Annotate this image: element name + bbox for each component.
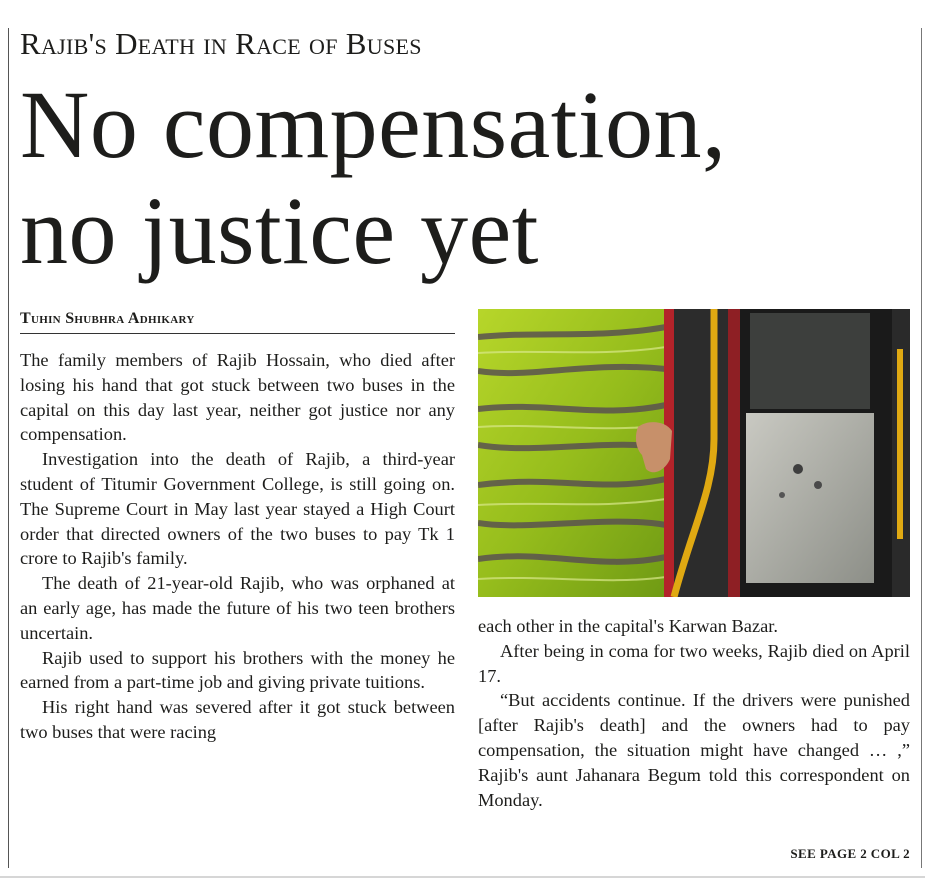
right-column-rule bbox=[921, 28, 922, 868]
headline-line-1: No compensation, bbox=[20, 71, 727, 178]
paragraph-4: Rajib used to support his brothers with the money he earned from a part-time job and giving private tuitions. bbox=[20, 647, 455, 693]
continuation-link[interactable]: SEE PAGE 2 COL 2 bbox=[790, 846, 910, 861]
paragraph-7: After being in coma for two weeks, Rajib died on April 17. bbox=[478, 640, 910, 686]
paragraph-3: The death of 21-year-old Rajib, who was orphaned at an early age, has made the future of his two teen brothers uncertain. bbox=[20, 573, 455, 643]
paragraph-6: each other in the capital's Karwan Bazar. bbox=[478, 616, 778, 636]
headline-line-2: no justice yet bbox=[20, 177, 539, 284]
paragraph-2: Investigation into the death of Rajib, a third-year student of Titumir Government College, is still going on. The Supreme Court in May last year stayed a High Court order that directed owners of the two buses to pay Tk 1 crore to Rajib's family. bbox=[20, 449, 455, 569]
headline bbox=[20, 72, 915, 284]
bottom-rule bbox=[0, 876, 925, 878]
article-column-1 bbox=[20, 348, 455, 745]
bus-photo-illustration bbox=[478, 309, 910, 597]
article-column-2 bbox=[478, 614, 910, 812]
paragraph-8: “But accidents continue. If the drivers were punished [after Rajib's death] and the owners had to pay compensation, the situation might have changed … ,” Rajib's aunt Jahanara Begum told this correspondent on Monday. bbox=[478, 690, 910, 810]
paragraph-1: The family members of Rajib Hossain, who died after losing his hand that got stuck between two buses in the capital on this day last year, neither got justice nor any compensation. bbox=[20, 350, 455, 445]
bus-photo bbox=[478, 309, 910, 597]
left-column-rule bbox=[8, 28, 9, 868]
byline: Tuhin Shubhra Adhikary bbox=[20, 307, 455, 334]
paragraph-5: His right hand was severed after it got stuck between two buses that were racing bbox=[20, 697, 455, 742]
kicker: Rajib's Death in Race of Buses bbox=[20, 26, 422, 61]
